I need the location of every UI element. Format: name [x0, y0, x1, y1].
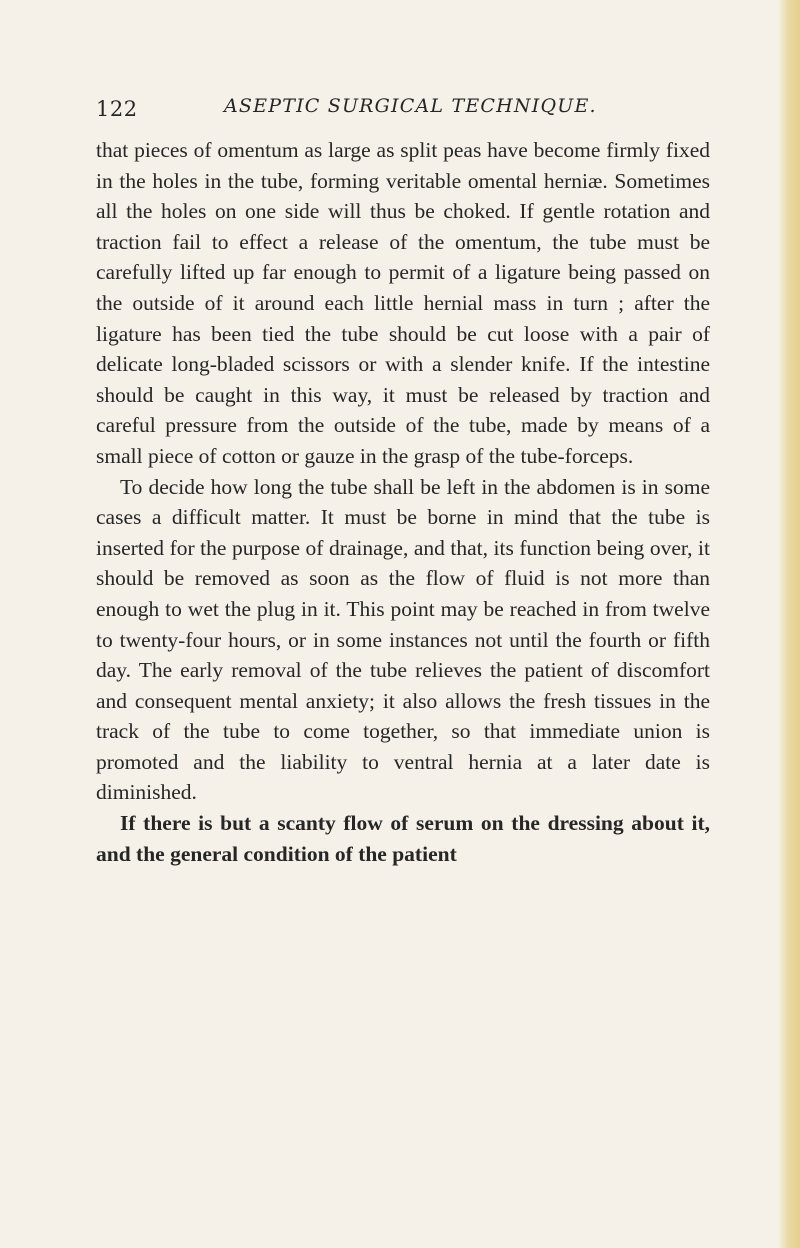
running-title: ASEPTIC SURGICAL TECHNIQUE.: [224, 95, 597, 117]
page-edge-shadow: [778, 0, 800, 1248]
paragraph-scanty-flow: If there is but a scanty flow of serum on the dressing about it, and the general condition of the patient: [96, 811, 710, 866]
running-head: [96, 95, 716, 127]
paragraph-continued: that pieces of omentum as large as split peas have become firmly fixed in the holes in the tube, forming veritable omental herniæ. Sometimes all the holes on one side will thus be choked. If gentle rotation and traction fail to effect a release of the omentum, the tube must be carefully lifted up far enough to permit of a ligature being passed on the outside of it around each little hernial mass in turn ; after the ligature has been tied the tube should be cut loose with a pair of delicate long-bladed scissors or with a slender knife. If the intestine should be caught in this way, it must be released by traction and careful pressure from the outside of the tube, made by means of a small piece of cotton or gauze in the grasp of the tube-forceps.: [96, 138, 710, 468]
body-text: [96, 135, 710, 869]
page-number: 122: [96, 97, 138, 121]
paragraph-tube-duration: To decide how long the tube shall be left in the abdomen is in some cases a difficult matter. It must be borne in mind that the tube is inserted for the purpose of drainage, and that, its function being over, it should be removed as soon as the flow of fluid is not more than enough to wet the plug in it. This point may be reached in from twelve to twenty-four hours, or in some instances not until the fourth or fifth day. The early removal of the tube relieves the patient of discomfort and consequent mental anxiety; it also allows the fresh tissues in the track of the tube to come together, so that immediate union is promoted and the liability to ventral hernia at a later date is diminished.: [96, 474, 710, 805]
